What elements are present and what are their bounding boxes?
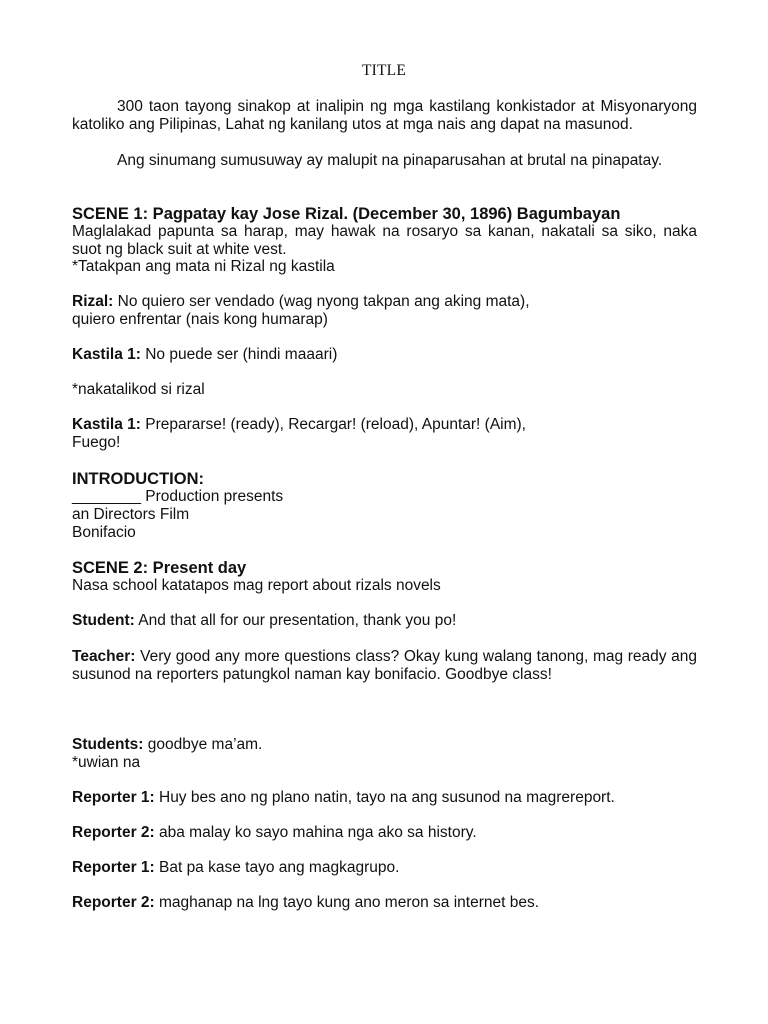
student-dialogue [72,612,697,630]
dialogue-text: Bat pa kase tayo ang magkagrupo. [154,859,400,876]
dialogue-text: Very good any more questions class? Okay kung walang tanong, mag ready ang susunod na reporters patungkol naman kay bonifacio. Goodbye class! [72,648,697,683]
introduction-line: ________ Production presents [72,488,284,505]
speaker-label: Reporter 2: [72,824,155,841]
students-dialogue [72,736,697,772]
dialogue-text: Prepararse! (ready), Recargar! (reload), Apuntar! (Aim), [140,416,526,433]
speaker-label: Reporter 1: [72,789,155,806]
reporter-1-dialogue [72,789,697,807]
teacher-dialogue [72,648,697,684]
dialogue-text: No puede ser (hindi maaari) [140,346,338,363]
speaker-label: Kastila 1: [72,416,141,433]
intro-paragraph-1: 300 taon tayong sinakop at inalipin ng mga kastilang konkistador at Misyonaryong katoliko ang Pilipinas, Lahat ng kanilang utos at mga nais ang dapat na masunod. [72,98,697,133]
reporter-2-dialogue [72,824,697,842]
introduction-heading: INTRODUCTION: [72,470,204,488]
rizal-dialogue [72,293,697,329]
scene-1-description: Maglalakad papunta sa harap, may hawak na rosaryo sa kanan, nakatali sa siko, naka suot ng black suit at white vest. [72,223,697,258]
dialogue-text: aba malay ko sayo mahina nga ako sa history. [154,824,477,841]
speaker-label: Rizal: [72,293,114,310]
introduction-lines [72,488,697,542]
scene-1-heading: SCENE 1: Pagpatay kay Jose Rizal. (December 30, 1896) Bagumbayan [72,205,621,223]
speaker-label: Kastila 1: [72,346,141,363]
introduction-line: Bonifacio [72,524,136,541]
stage-note: *uwian na [72,754,141,771]
dialogue-text: goodbye ma’am. [143,736,263,753]
scene-2-description: Nasa school katatapos mag report about rizals novels [72,577,441,594]
speaker-label: Teacher: [72,648,136,665]
reporter-1-dialogue [72,859,697,877]
scene-1-note: *Tatakpan ang mata ni Rizal ng kastila [72,258,335,275]
speaker-label: Students: [72,736,144,753]
dialogue-text: maghanap na lng tayo kung ano meron sa internet bes. [154,894,540,911]
speaker-label: Reporter 1: [72,859,155,876]
stage-note: *nakatalikod si rizal [72,381,205,398]
speaker-label: Student: [72,612,135,629]
dialogue-text: Huy bes ano ng plano natin, tayo na ang susunod na magrereport. [154,789,615,806]
dialogue-text: No quiero ser vendado (wag nyong takpan ang aking mata), [113,293,530,310]
kastila-dialogue-1 [72,346,697,364]
speaker-label: Reporter 2: [72,894,155,911]
intro-paragraph-2: Ang sinumang sumusuway ay malupit na pinaparusahan at brutal na pinapatay. [117,152,663,169]
dialogue-text: quiero enfrentar (nais kong humarap) [72,311,328,328]
reporter-2-dialogue [72,894,697,912]
dialogue-text: Fuego! [72,434,121,451]
introduction-line: an Directors Film [72,506,190,523]
scene-2-heading: SCENE 2: Present day [72,559,247,577]
dialogue-text: And that all for our presentation, thank you po! [134,612,457,629]
kastila-dialogue-2 [72,416,697,452]
page-title: TITLE [361,62,407,79]
